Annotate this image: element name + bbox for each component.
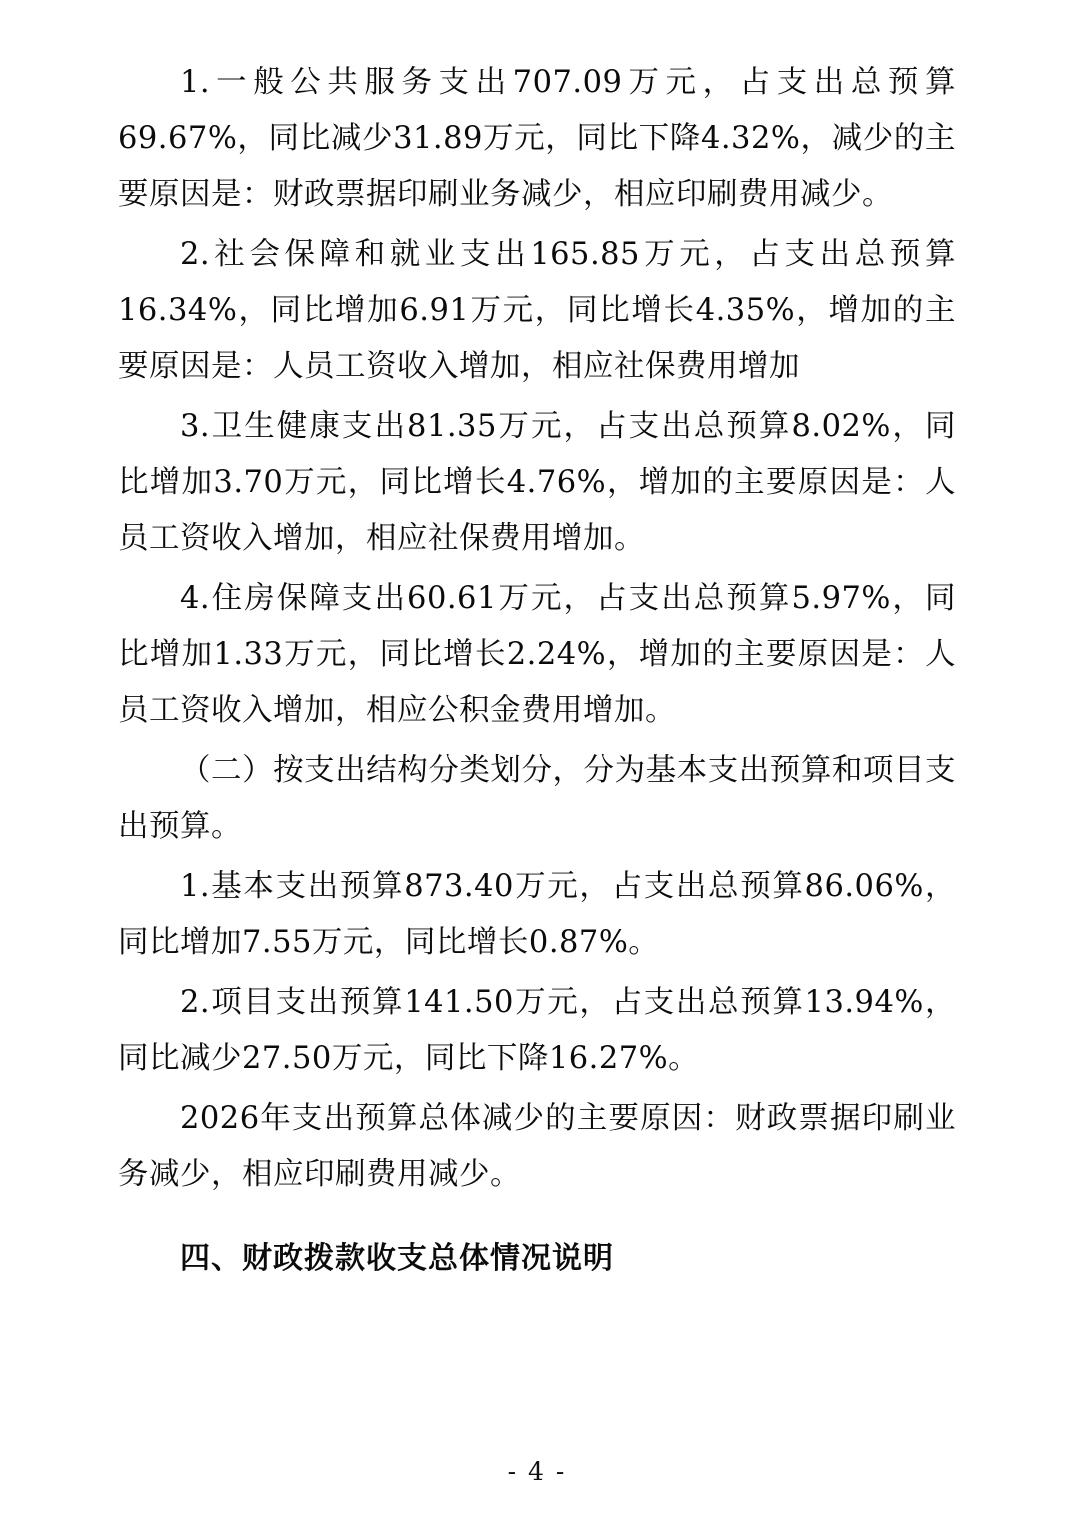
document-body — [118, 55, 956, 1203]
paragraph-item-1: 1.一般公共服务支出707.09万元，占支出总预算69.67%，同比减少31.89万元，同比下降4.32%，减少的主要原因是：财政票据印刷业务减少，相应印刷费用减少。 — [118, 65, 956, 212]
page-number: - 4 - — [507, 1457, 567, 1486]
paragraph-total-decrease-reason: 2026年支出预算总体减少的主要原因：财政票据印刷业务减少，相应印刷费用减少。 — [118, 1101, 956, 1192]
paragraph-section-two-intro: （二）按支出结构分类划分，分为基本支出预算和项目支出预算。 — [118, 753, 956, 844]
paragraph-item-2: 2.社会保障和就业支出165.85万元，占支出总预算16.34%，同比增加6.91万元，同比增长4.35%，增加的主要原因是：人员工资收入增加，相应社保费用增加 — [118, 237, 956, 384]
paragraph-item-3: 3.卫生健康支出81.35万元，占支出总预算8.02%，同比增加3.70万元，同比增长4.76%，增加的主要原因是：人员工资收入增加，相应社保费用增加。 — [118, 409, 956, 556]
section-heading-four: 四、财政拨款收支总体情况说明 — [180, 1241, 614, 1276]
paragraph-project-expenditure: 2.项目支出预算141.50万元，占支出总预算13.94%，同比减少27.50万元，同比下降16.27%。 — [118, 985, 956, 1076]
paragraph-item-4: 4.住房保障支出60.61万元，占支出总预算5.97%，同比增加1.33万元，同比增长2.24%，增加的主要原因是：人员工资收入增加，相应公积金费用增加。 — [118, 581, 956, 728]
paragraph-basic-expenditure: 1.基本支出预算873.40万元，占支出总预算86.06%，同比增加7.55万元，同比增长0.87%。 — [118, 869, 956, 960]
